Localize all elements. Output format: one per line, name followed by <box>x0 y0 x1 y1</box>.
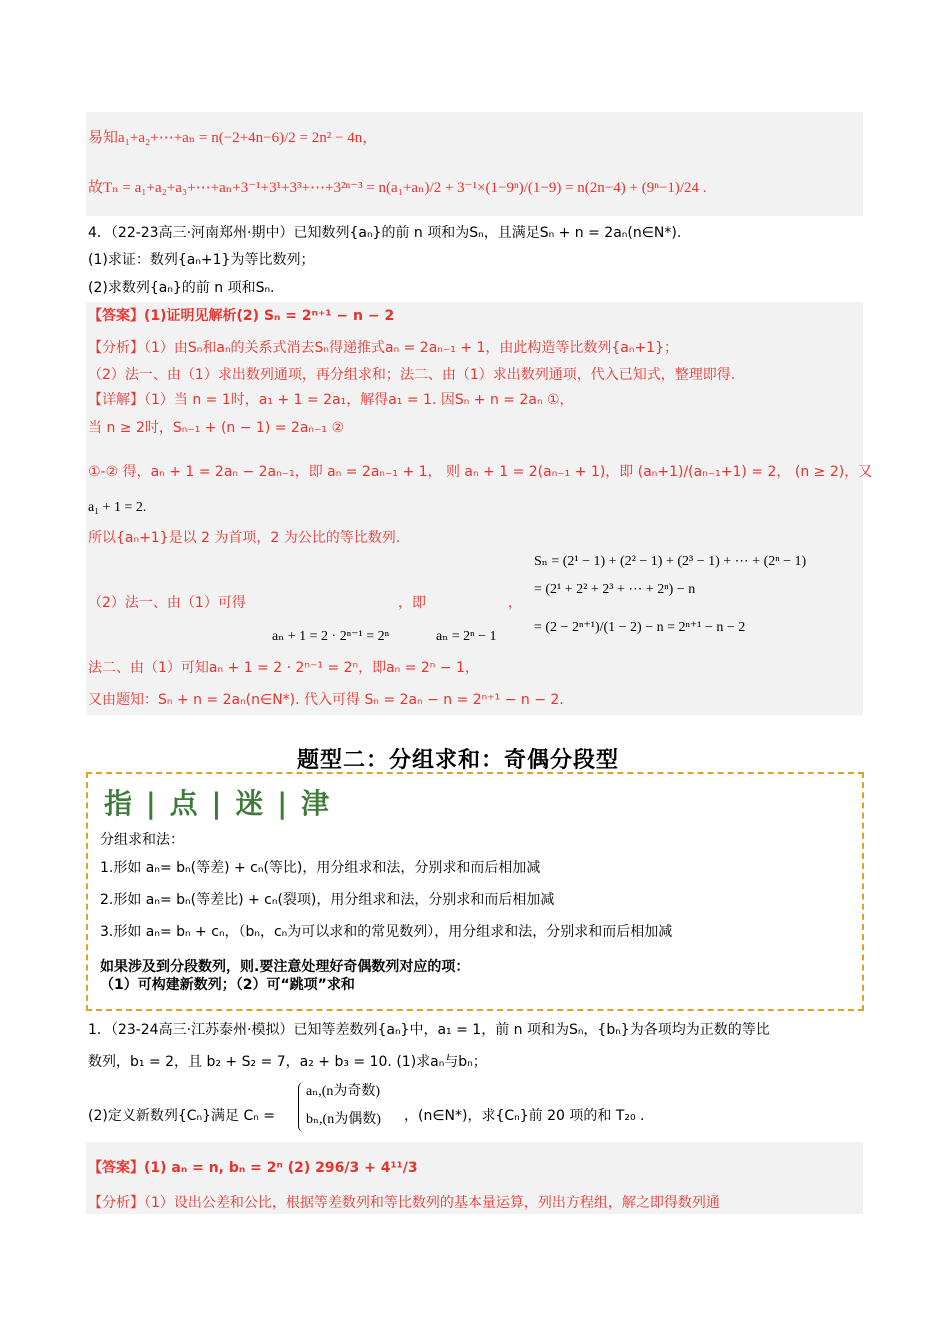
piecewise-odd: aₙ,(n为奇数) <box>306 1084 381 1099</box>
sum-derivation-2: = (2¹ + 2² + 2³ + ⋯ + 2ⁿ) − n <box>534 582 696 597</box>
analysis-q1: 【分析】（1）设出公差和公比，根据等差数列和等比数列的基本量运算，列出方程组，解之即得数列通 <box>88 1195 720 1211</box>
tip-item-2: 2.形如 aₙ= bₙ(等差比) + cₙ(裂项)，用分组求和法，分别求和而后相加减 <box>100 892 555 908</box>
sum-derivation-3: = (2 − 2ⁿ⁺¹)/(1 − 2) − n = 2ⁿ⁺¹ − n − 2 <box>534 620 746 635</box>
sum-line-2: 故Tₙ = a₁+a₂+a₃+⋯+aₙ+3⁻¹+3¹+3³+⋯+3²ⁿ⁻³ = n(a₁+aₙ)/2 + 3⁻¹×(1−9ⁿ)/(1−9) = n(2n−4) + (9ⁿ−1)/24 . <box>88 180 707 196</box>
method1-connector: ，即 <box>398 595 426 611</box>
method1-comma: ， <box>508 595 522 611</box>
detail-q4-3: ①-② 得，aₙ + 1 = 2aₙ − 2aₙ₋₁，即 aₙ = 2aₙ₋₁ + 1， 则 aₙ + 1 = 2(aₙ₋₁ + 1)，即 (aₙ+1)/(aₙ₋₁+1) = 2， (n ≥ 2)，又 <box>88 464 873 480</box>
answer-q1: 【答案】(1) aₙ = n, bₙ = 2ⁿ (2) 296/3 + 4¹¹/3 <box>88 1160 418 1176</box>
sum-derivation-1: Sₙ = (2¹ − 1) + (2² − 1) + (2³ − 1) + ⋯ + (2ⁿ − 1) <box>534 554 807 569</box>
question-1-part2-tail: ，(n∈N*)，求{Cₙ}前 20 项的和 T₂₀ . <box>404 1108 645 1124</box>
method2-line-1: 法二、由（1）可知aₙ + 1 = 2 · 2ⁿ⁻¹ = 2ⁿ，即aₙ = 2ⁿ − 1， <box>88 660 479 676</box>
tip-note-2: （1）可构建新数列；（2）可“跳项”求和 <box>100 977 355 993</box>
method2-line-2: 又由题知：Sₙ + n = 2aₙ(n∈N*). 代入可得 Sₙ = 2aₙ − n = 2ⁿ⁺¹ − n − 2. <box>88 692 564 708</box>
question-1-line-2: 数列，b₁ = 2，且 b₂ + S₂ = 7，a₂ + b₃ = 10. (1)求aₙ与bₙ； <box>88 1054 487 1070</box>
tip-item-1: 1.形如 aₙ= bₙ(等差) + cₙ(等比)，用分组求和法，分别求和而后相加减 <box>100 860 541 876</box>
question-1-line-1: 1．（23-24高三·江苏泰州·模拟）已知等差数列{aₙ}中，a₁ = 1，前 n 项和为Sₙ，{bₙ}为各项均为正数的等比 <box>88 1022 770 1038</box>
detail-q4-2: 当 n ≥ 2时，Sₙ₋₁ + (n − 1) = 2aₙ₋₁ ② <box>88 420 344 436</box>
eq-an-plus-1: aₙ + 1 = 2 · 2ⁿ⁻¹ = 2ⁿ <box>272 629 390 644</box>
question-4-part2: (2)求数列{aₙ}的前 n 项和Sₙ. <box>88 280 275 296</box>
analysis-q4-2: （2）法一、由（1）求出数列通项，再分组求和；法二、由（1）求出数列通项，代入已知式，整理即得. <box>88 367 736 383</box>
answer-q4: 【答案】(1)证明见解析(2) Sₙ = 2ⁿ⁺¹ − n − 2 <box>88 308 395 324</box>
sum-line-1: 易知a₁+a₂+⋯+aₙ = n(−2+4n−6)/2 = 2n² − 4n， <box>88 130 378 146</box>
question-4-stem: 4．（22-23高三·河南郑州·期中）已知数列{aₙ}的前 n 项和为Sₙ，且满足Sₙ + n = 2aₙ(n∈N*). <box>88 225 682 241</box>
question-1-part2-label: (2)定义新数列{Cₙ}满足 Cₙ = <box>88 1108 275 1124</box>
detail-q4-5: 所以{aₙ+1}是以 2 为首项，2 为公比的等比数列. <box>88 530 401 546</box>
solution-box-q4 <box>86 302 863 715</box>
piecewise-even: bₙ,(n为偶数) <box>306 1112 381 1127</box>
section-title: 题型二：分组求和：奇偶分段型 <box>297 748 620 773</box>
tip-header: 指 | 点 | 迷 | 津 <box>104 787 332 820</box>
detail-q4-1: 【详解】（1）当 n = 1时，a₁ + 1 = 2a₁，解得a₁ = 1. 因Sₙ + n = 2aₙ ①， <box>88 392 574 408</box>
tip-note-1: 如果涉及到分段数列，则.要注意处理好奇偶数列对应的项： <box>100 959 470 975</box>
tip-item-3: 3.形如 aₙ= bₙ + cₙ，（bₙ，cₙ为可以求和的常见数列），用分组求和法，分别求和而后相加减 <box>100 924 673 940</box>
tip-intro: 分组求和法： <box>100 832 184 848</box>
method1-label: （2）法一、由（1）可得 <box>88 595 246 611</box>
question-4-part1: (1)求证：数列{aₙ+1}为等比数列； <box>88 252 315 268</box>
analysis-q4-1: 【分析】（1）由Sₙ和aₙ的关系式消去Sₙ得递推式aₙ = 2aₙ₋₁ + 1，由此构造等比数列{aₙ+1}； <box>88 340 678 356</box>
detail-q4-4: a₁ + 1 = 2. <box>88 500 147 515</box>
eq-an: aₙ = 2ⁿ − 1 <box>436 629 497 644</box>
